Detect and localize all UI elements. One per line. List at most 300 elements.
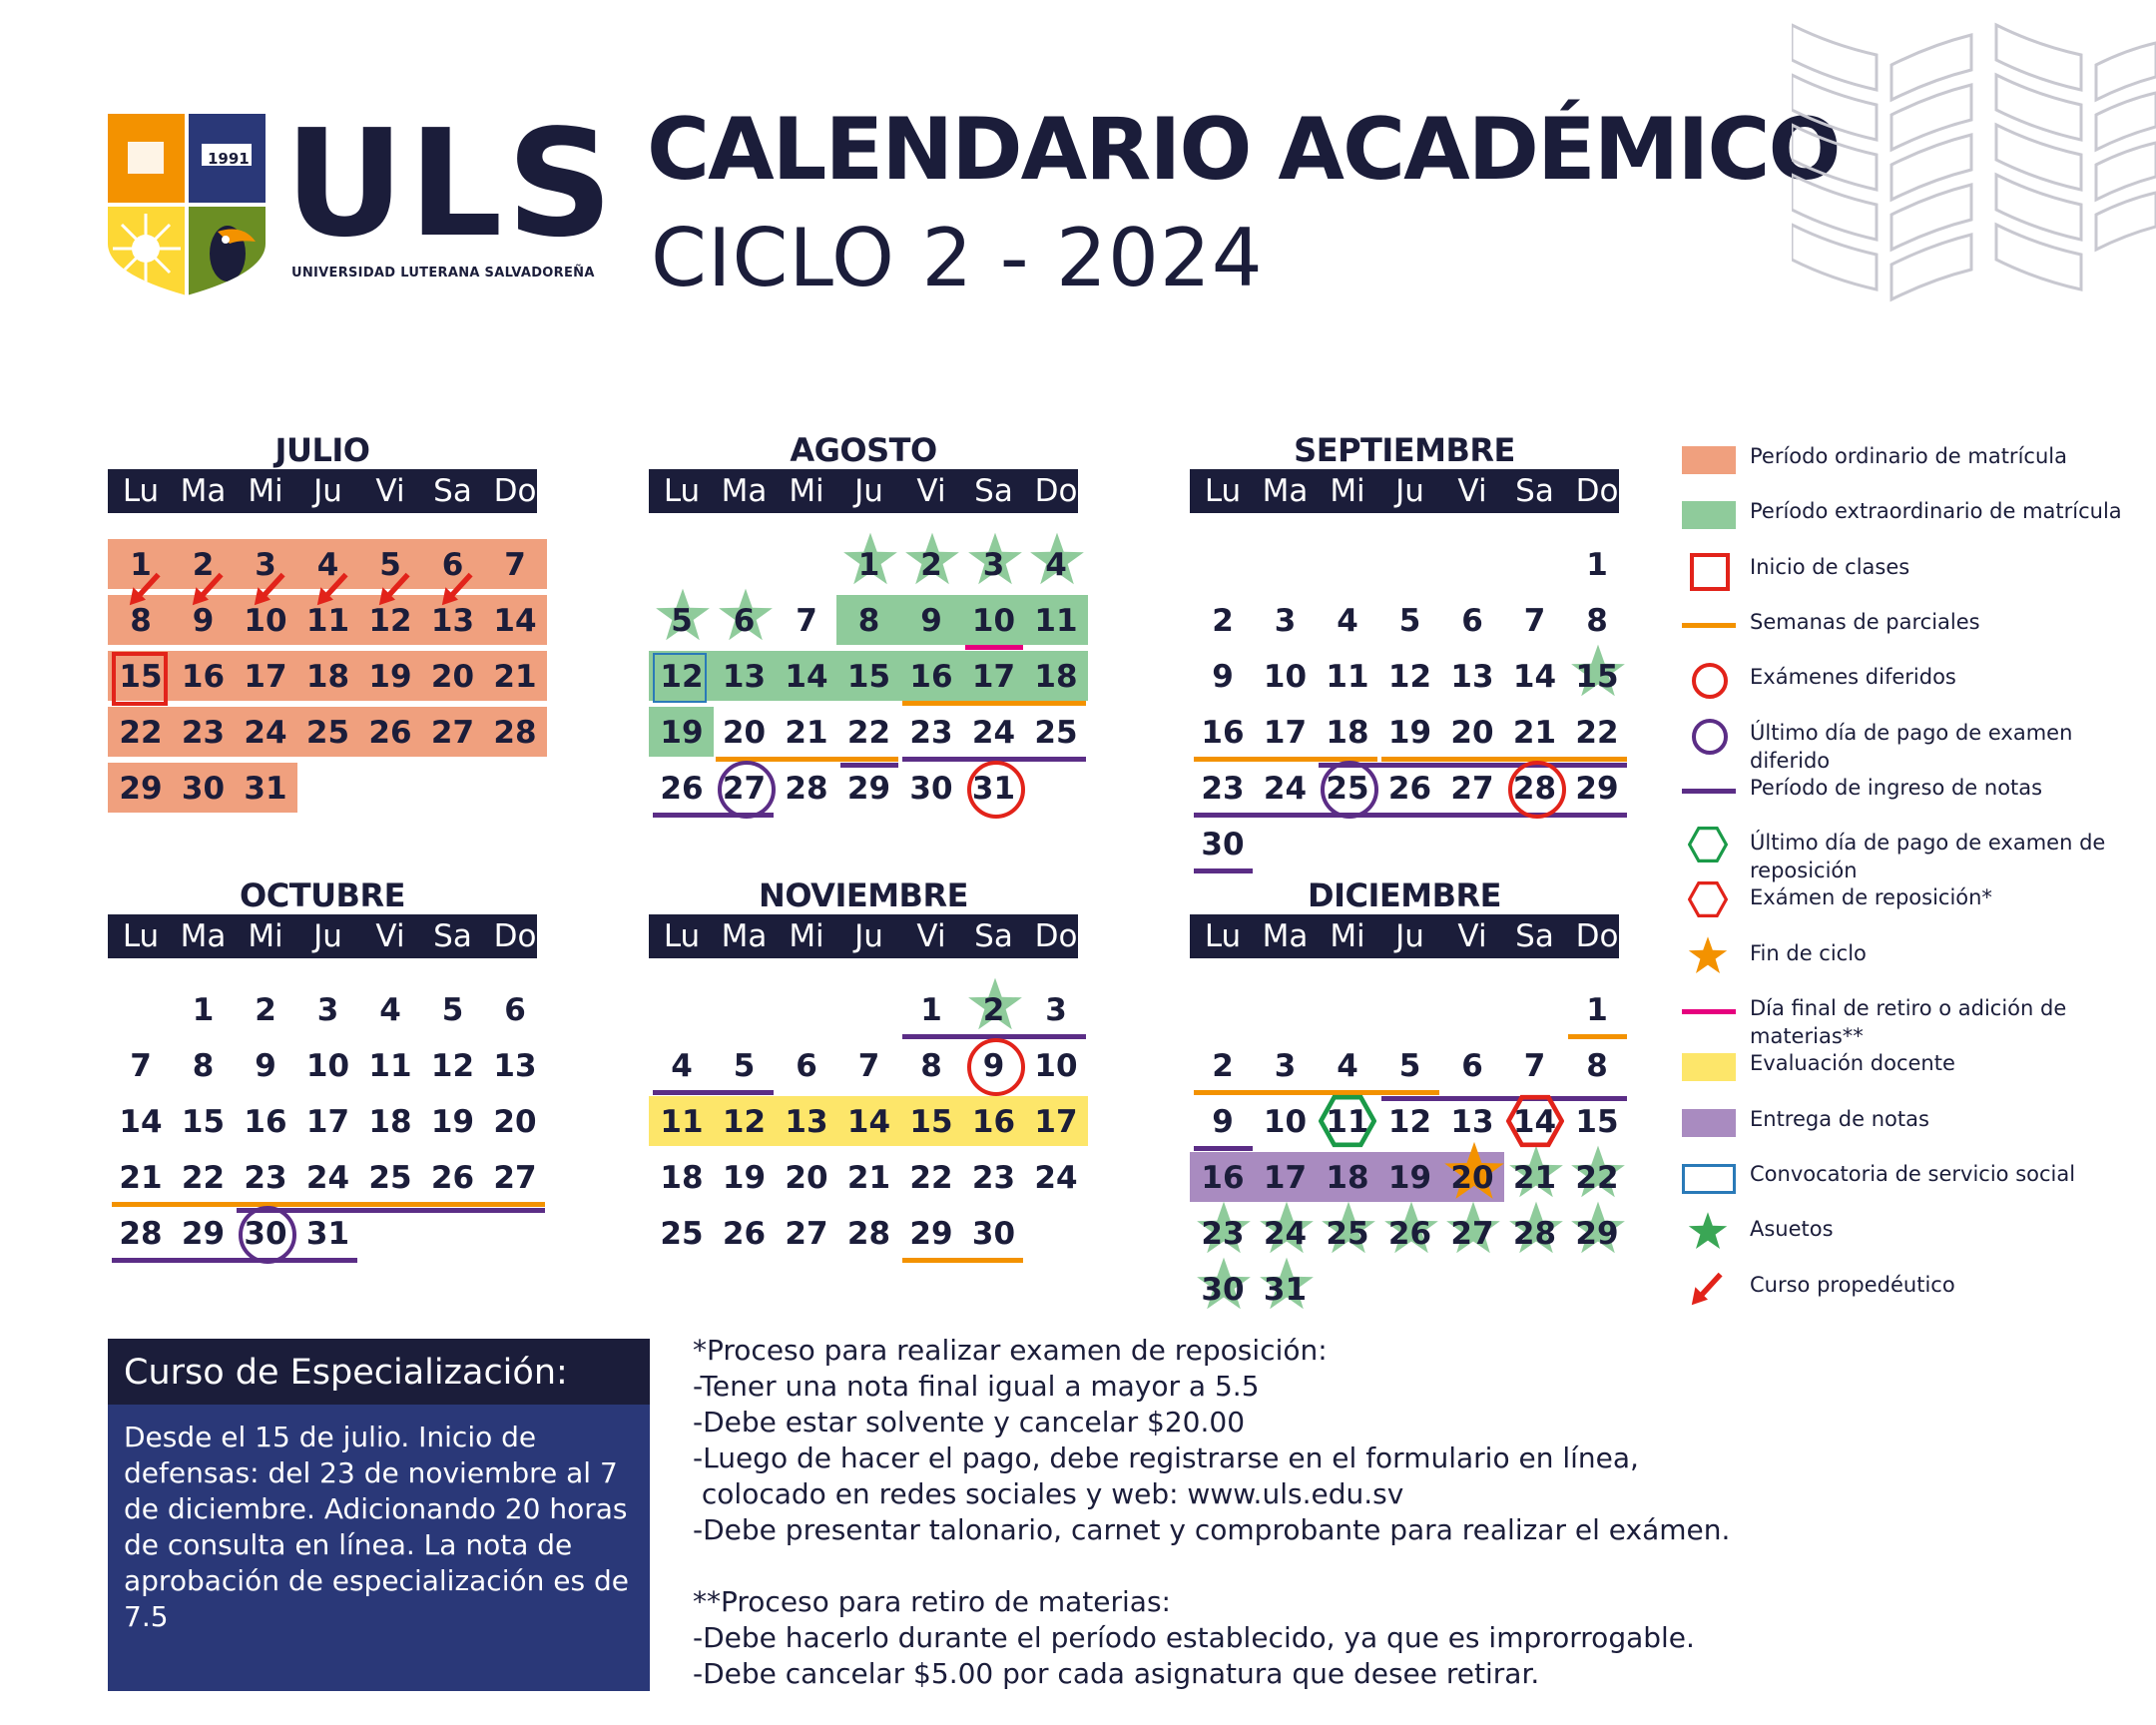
weekday-label: Ju [313,918,342,954]
deferred-exam-circle [967,761,1025,819]
period-underline [653,1090,774,1095]
month-days [108,876,537,1376]
day-cell: 31 [1263,1272,1308,1308]
note-line: -Debe estar solvente y cancelar $20.00 [693,1406,1246,1438]
day-cell: 17 [305,1104,350,1140]
day-cell: 2 [192,547,215,583]
weekday-label: Ju [313,473,342,509]
day-cell: 18 [305,659,350,695]
day-cell: 16 [1201,1160,1245,1196]
day-cell: 6 [796,1048,817,1084]
month-title: AGOSTO [790,431,937,469]
day-cell: 21 [785,715,828,751]
day-cell: 15 [181,1104,226,1140]
day-cell: 29 [909,1216,953,1252]
weekday-label: Vi [1457,473,1487,509]
pink-line-icon [1682,1009,1736,1014]
day-cell: 29 [181,1216,226,1252]
weekday-label: Mi [248,918,283,954]
day-cell: 26 [722,1216,767,1252]
day-cell: 11 [368,1048,412,1084]
period-underline [1194,1090,1439,1095]
day-cell: 20 [1450,1160,1494,1196]
day-cell: 23 [244,1160,287,1196]
month-days [1190,876,1619,1376]
day-cell: 17 [1034,1104,1078,1140]
day-cell: 6 [441,547,464,583]
day-cell: 12 [660,659,704,695]
period-underline [1194,813,1627,818]
weekday-label: Do [493,918,537,954]
day-cell: 22 [909,1160,953,1196]
green-box-icon [1682,501,1736,529]
lilac-box-icon [1682,1109,1736,1137]
month-title: NOVIEMBRE [759,876,968,914]
day-cell: 24 [971,715,1016,751]
day-cell: 29 [119,771,163,807]
salmon-box-icon [1682,446,1736,474]
day-cell: 24 [305,1160,350,1196]
day-cell: 26 [660,771,704,807]
weekday-label: Ju [1395,473,1424,509]
weekday-label: Do [1575,473,1619,509]
day-cell: 11 [1034,603,1078,639]
day-cell: 19 [1387,715,1432,751]
logo-shield [108,114,266,295]
day-cell: 10 [1263,1104,1308,1140]
day-cell: 31 [305,1216,350,1252]
day-cell: 8 [920,1048,942,1084]
day-cell: 11 [1326,659,1369,695]
day-cell: 17 [244,659,287,695]
day-cell: 4 [379,992,401,1028]
note-line: **Proceso para retiro de materias: [693,1585,1171,1618]
day-cell: 23 [181,715,226,751]
period-underline [1194,1146,1253,1151]
day-cell: 27 [1450,771,1494,807]
deferred-exam-circle [967,1038,1025,1096]
weekday-label: Lu [663,918,701,954]
logo-wordmark: ULS [284,98,618,270]
day-cell: 7 [1523,603,1546,639]
weekday-label: Ju [1395,918,1424,954]
weekday-label: Vi [916,918,946,954]
period-underline [965,645,1024,650]
day-cell: 5 [379,547,401,583]
day-cell: 14 [119,1104,163,1140]
day-cell: 25 [1326,771,1369,807]
day-cell: 23 [1201,1216,1245,1252]
day-cell: 10 [971,603,1016,639]
day-cell: 8 [1586,603,1608,639]
day-cell: 15 [1575,659,1619,695]
legend-label: Día final de retiro o adición de materias** [1750,996,2067,1048]
weekday-label: Mi [248,473,283,509]
weekday-label: Do [1034,473,1078,509]
day-cell: 22 [1575,1160,1619,1196]
weekday-label: Lu [1204,473,1242,509]
day-cell: 10 [1034,1048,1078,1084]
legend-label: Exámen de reposición* [1750,885,1992,910]
day-cell: 2 [1212,603,1234,639]
day-cell: 15 [909,1104,953,1140]
day-cell: 6 [733,603,756,639]
day-cell: 20 [493,1104,537,1140]
propaedeutic-arrow-icon [315,571,351,607]
deferred-payment-circle [1321,761,1378,819]
day-cell: 25 [1034,715,1078,751]
day-cell: 5 [1398,1048,1421,1084]
day-cell: 14 [846,1104,891,1140]
day-cell: 20 [430,659,475,695]
month-days [108,431,537,930]
weekday-label: Sa [433,473,472,509]
day-cell: 21 [1512,1160,1557,1196]
day-cell: 13 [430,603,475,639]
deferred-payment-circle [239,1206,296,1264]
day-cell: 19 [722,1160,767,1196]
weekday-label: Ma [180,918,227,954]
red-arrow-icon [1690,1271,1726,1307]
note-line: *Proceso para realizar examen de reposición: [693,1334,1328,1367]
day-cell: 8 [192,1048,215,1084]
note-line: -Tener una nota final igual a mayor a 5.5 [693,1370,1260,1403]
day-cell: 9 [920,603,942,639]
day-cell: 2 [920,547,942,583]
legend-label: Entrega de notas [1750,1106,1929,1131]
day-cell: 9 [1212,659,1234,695]
legend-label: Fin de ciclo [1750,940,1867,965]
day-cell: 9 [982,1048,1005,1084]
note-line: -Debe presentar talonario, carnet y comprobante para realizar el exámen. [693,1513,1731,1546]
day-cell: 30 [1201,1272,1245,1308]
day-cell: 1 [192,992,215,1028]
weekday-label: Ma [1262,473,1309,509]
decorative-pattern [1792,15,2156,314]
month-title: SEPTIEMBRE [1294,431,1515,469]
day-cell: 8 [1586,1048,1608,1084]
day-cell: 6 [504,992,526,1028]
day-cell: 4 [1337,603,1358,639]
weekday-label: Lu [1204,918,1242,954]
day-cell: 12 [430,1048,475,1084]
day-cell: 28 [1512,771,1557,807]
weekday-label: Mi [789,473,824,509]
day-cell: 29 [846,771,891,807]
day-cell: 13 [785,1104,828,1140]
day-cell: 25 [368,1160,412,1196]
day-cell: 3 [255,547,276,583]
legend-label: Curso propedéutico [1750,1272,1955,1297]
day-cell: 7 [504,547,526,583]
day-cell: 22 [1575,715,1619,751]
period-underline [112,1258,357,1263]
day-cell: 23 [909,715,953,751]
day-cell: 20 [1450,715,1494,751]
legend-label: Semanas de parciales [1750,609,1980,634]
course-title: Curso de Especialización: [124,1353,568,1393]
page-title: CALENDARIO ACADÉMICO [647,100,1840,200]
month-title: JULIO [274,431,370,469]
day-cell: 11 [660,1104,704,1140]
day-cell: 10 [244,603,287,639]
day-cell: 23 [1201,771,1245,807]
class-start-marker [112,652,168,706]
weekday-label: Ma [721,473,768,509]
weekday-label: Vi [916,473,946,509]
red-circle-icon [1692,663,1728,699]
period-underline [1568,1034,1627,1039]
month-title: DICIEMBRE [1308,876,1501,914]
day-cell: 19 [1387,1160,1432,1196]
repeat-payment-hexagon-icon [1319,1094,1376,1148]
course-body: Desde el 15 de julio. Inicio de defensas: del 23 de noviembre al 7 de diciembre. Adicionando 20 horas de consulta en línea. La nota de aprobación de especialización es de 7.5 [124,1421,629,1633]
note-line: -Debe hacerlo durante el período establecido, ya que es improrrogable. [693,1621,1695,1654]
logo-year: 1991 [208,150,250,168]
day-cell: 11 [1326,1104,1369,1140]
day-cell: 1 [130,547,152,583]
weekday-label: Sa [1515,918,1554,954]
day-cell: 1 [1586,547,1608,583]
deferred-payment-circle [718,761,776,819]
day-cell: 27 [1450,1216,1494,1252]
day-cell: 22 [181,1160,226,1196]
day-cell: 1 [857,547,880,583]
legend-label: Convocatoria de servicio social [1750,1161,2076,1186]
day-cell: 12 [722,1104,767,1140]
red-square-icon [1690,553,1730,591]
legend-label: Último día de pago de examen de reposición [1750,831,2106,883]
day-cell: 17 [1263,1160,1308,1196]
day-cell: 2 [1212,1048,1234,1084]
day-cell: 26 [430,1160,475,1196]
day-cell: 13 [722,659,767,695]
day-cell: 30 [909,771,953,807]
day-cell: 5 [1398,603,1421,639]
day-cell: 7 [130,1048,152,1084]
day-cell: 3 [982,547,1005,583]
day-cell: 27 [430,715,475,751]
legend-label: Exámenes diferidos [1750,665,1956,690]
day-cell: 19 [660,715,704,751]
day-cell: 21 [1512,715,1557,751]
day-cell: 7 [1523,1048,1546,1084]
repeat-exam-hexagon-icon [1506,1094,1564,1148]
day-cell: 9 [192,603,215,639]
blue-outline-box-icon [1682,1164,1736,1194]
day-cell: 21 [119,1160,163,1196]
day-cell: 6 [1461,1048,1483,1084]
period-underline [1194,868,1253,873]
day-cell: 14 [493,603,537,639]
logo-subtitle: UNIVERSIDAD LUTERANA SALVADOREÑA [291,266,595,281]
month-days [1190,431,1619,930]
day-cell: 18 [1326,715,1369,751]
day-cell: 24 [1263,1216,1308,1252]
weekday-label: Mi [789,918,824,954]
day-cell: 14 [1512,1104,1557,1140]
day-cell: 1 [920,992,942,1028]
weekday-label: Sa [433,918,472,954]
day-cell: 6 [1461,603,1483,639]
day-cell: 1 [1586,992,1608,1028]
day-cell: 16 [1201,715,1245,751]
day-cell: 2 [255,992,276,1028]
day-cell: 30 [971,1216,1016,1252]
day-cell: 28 [846,1216,891,1252]
day-cell: 18 [368,1104,412,1140]
orange-star-icon [1688,935,1728,975]
weekday-label: Do [1575,918,1619,954]
day-cell: 16 [244,1104,287,1140]
day-cell: 5 [733,1048,756,1084]
legend-label: Asuetos [1750,1217,1834,1242]
day-cell: 8 [857,603,880,639]
day-cell: 4 [1337,1048,1358,1084]
day-cell: 17 [1263,715,1308,751]
day-cell: 12 [1387,1104,1432,1140]
day-cell: 26 [1387,1216,1432,1252]
note-line: -Debe cancelar $5.00 por cada asignatura que desee retirar. [693,1657,1540,1690]
purple-circle-icon [1692,719,1728,755]
day-cell: 27 [785,1216,828,1252]
weekday-label: Ju [854,473,883,509]
day-cell: 12 [1387,659,1432,695]
day-cell: 15 [119,659,163,695]
period-underline [902,1258,1023,1263]
day-cell: 30 [244,1216,287,1252]
weekday-label: Sa [974,918,1013,954]
purple-line-icon [1682,789,1736,794]
day-cell: 28 [119,1216,163,1252]
weekday-label: Lu [122,918,160,954]
weekday-label: Vi [375,473,405,509]
propaedeutic-arrow-icon [377,571,413,607]
day-cell: 15 [1575,1104,1619,1140]
weekday-label: Lu [663,473,701,509]
day-cell: 15 [846,659,891,695]
day-cell: 30 [181,771,226,807]
day-cell: 10 [1263,659,1308,695]
day-cell: 19 [430,1104,475,1140]
day-cell: 4 [1045,547,1067,583]
day-cell: 5 [441,992,464,1028]
propaedeutic-arrow-icon [440,571,476,607]
red-hexagon-icon [1688,881,1728,917]
day-cell: 7 [857,1048,880,1084]
weekday-label: Do [493,473,537,509]
day-cell: 22 [846,715,891,751]
day-cell: 4 [671,1048,693,1084]
day-cell: 24 [1034,1160,1078,1196]
weekday-label: Vi [375,918,405,954]
day-cell: 3 [1274,603,1297,639]
day-cell: 2 [982,992,1005,1028]
legend-label: Período ordinario de matrícula [1750,444,2067,468]
legend-label: Inicio de clases [1750,554,1910,579]
day-cell: 3 [316,992,339,1028]
day-cell: 14 [785,659,828,695]
weekday-label: Lu [122,473,160,509]
day-cell: 4 [316,547,339,583]
weekday-label: Mi [1330,918,1365,954]
day-cell: 26 [368,715,412,751]
day-cell: 7 [796,603,817,639]
day-cell: 13 [1450,1104,1494,1140]
day-cell: 23 [971,1160,1016,1196]
day-cell: 31 [244,771,287,807]
day-cell: 28 [493,715,537,751]
day-cell: 25 [305,715,350,751]
orange-star-icon [1682,939,1736,969]
day-cell: 26 [1387,771,1432,807]
period-underline [1381,757,1627,762]
day-cell: 31 [971,771,1016,807]
day-cell: 29 [1575,771,1619,807]
day-cell: 9 [1212,1104,1234,1140]
day-cell: 25 [1326,1216,1369,1252]
day-cell: 18 [1326,1160,1369,1196]
social-service-marker [653,653,707,703]
weekday-label: Do [1034,918,1078,954]
propaedeutic-arrow-icon [253,571,288,607]
day-cell: 16 [181,659,226,695]
note-line: -Luego de hacer el pago, debe registrarse en el formulario en línea, [693,1441,1639,1474]
green-hexagon-icon [1682,829,1736,859]
weekday-label: Ma [721,918,768,954]
day-cell: 24 [244,715,287,751]
day-cell: 25 [660,1216,704,1252]
day-cell: 18 [1034,659,1078,695]
day-cell: 11 [305,603,350,639]
green-star-icon [1682,1215,1736,1245]
day-cell: 17 [971,659,1016,695]
red-hexagon-icon [1682,883,1736,913]
red-arrow-icon [1682,1271,1736,1301]
day-cell: 3 [1045,992,1067,1028]
weekday-label: Ma [180,473,227,509]
weekday-label: Mi [1330,473,1365,509]
day-cell: 18 [660,1160,704,1196]
day-cell: 27 [722,771,767,807]
weekday-label: Ju [854,918,883,954]
day-cell: 13 [1450,659,1494,695]
green-star-icon [1688,1211,1728,1251]
day-cell: 28 [785,771,828,807]
weekday-label: Sa [1515,473,1554,509]
day-cell: 20 [722,715,767,751]
legend-label: Período de ingreso de notas [1750,775,2043,800]
legend-label: Último día de pago de examen diferido [1750,720,2073,773]
day-cell: 21 [846,1160,891,1196]
day-cell: 29 [1575,1216,1619,1252]
day-cell: 8 [130,603,152,639]
day-cell: 30 [1201,827,1245,862]
month-title: OCTUBRE [240,876,405,914]
day-cell: 14 [1512,659,1557,695]
day-cell: 24 [1263,771,1308,807]
period-underline [112,1202,545,1207]
day-cell: 5 [671,603,693,639]
day-cell: 12 [368,603,412,639]
propaedeutic-arrow-icon [128,571,164,607]
orange-line-icon [1682,623,1736,628]
day-cell: 3 [1274,1048,1297,1084]
day-cell: 16 [971,1104,1016,1140]
legend-label: Evaluación docente [1750,1051,1955,1076]
day-cell: 19 [368,659,412,695]
period-underline [902,701,1086,706]
